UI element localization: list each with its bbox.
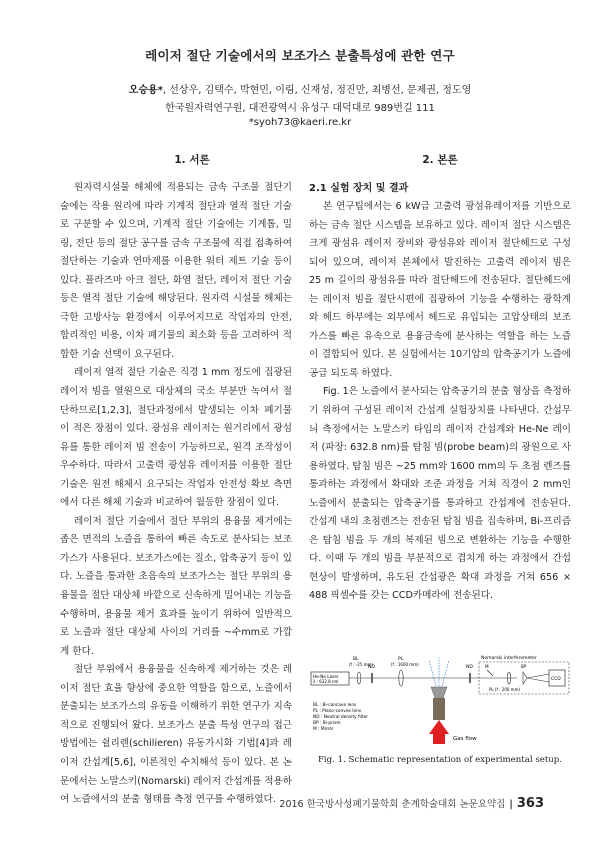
legend-item: BP : Bi-prism <box>313 721 341 726</box>
bl-focal-label: (f : -25 mm) <box>349 662 374 667</box>
nozzle-body <box>433 698 445 720</box>
co-authors: , 선상우, 김택수, 박현민, 이림, 신재성, 정진만, 최병선, 문제권, 정도영 <box>162 85 472 96</box>
gas-flow-arrow <box>429 720 449 744</box>
subsection-heading: 2.1 실험 장치 및 결과 <box>309 183 409 194</box>
body-paragraph: Fig. 1은 노즐에서 분사되는 압축공기의 분출 형상을 측정하기 위하여 구성된 레이저 간섭계 실험장치를 나타낸다. 간섭무늬 측정에서는 노말스키 타입의 레이저 간섭계와 He-Ne 레이저 (파장: 632.8 nm)를 탐침 빔(probe beam)의 광원으로 사용하였다. 탐침 빔은 ~25 mm와 1600 mm의 두 초점 렌즈를 통과하는 과정에서 확대와 조준 과정을 거쳐 직경이 2 mm인 노즐에서 분출되는 압축공기를 통과하고 간섭계에 전송된다. 간섭계 내의 초점렌즈는 전송된 탐침 빔을 집속하며, Bi-프리즘은 탐침 빔을 두 개의 복제된 빔으로 변환하는 기능을 수행한다. 이때 두 개의 빔을 부분적으로 겹치게 하는 과정에서 간섭 현상이 발생하며, 유도된 간섭광은 확대 과정을 거쳐 656 × 488 픽셀수를 갖는 CCD카메라에 전송된다. <box>309 386 571 602</box>
mirror <box>487 670 493 676</box>
intro-paragraph: 절단 부위에서 용융물을 신속하게 제거하는 것은 레이저 절단 효율 향상에 중요한 역할을 함으로, 노즐에서 분출되는 보조가스의 유동을 이해하기 위한 연구가 지속적으로 진행되어 왔다. 보조가스 분출 특성 연구의 접근 방법에는 쉴리렌(schilieren) 유동가시화 기법[4]과 레이저 간섭계[5,6], 이론적인 수치해석 등이 있다. 본 논문에서는 노말스키(Nomarski) 레이저 간섭계를 적용하여 노즐에서의 분출 형태를 측정 연구를 수행하였다. <box>60 664 292 806</box>
author-list <box>0 81 600 96</box>
split-beam-2 <box>527 678 549 682</box>
section-heading-body: 2. 본론 <box>422 154 458 166</box>
nd-filter-1 <box>371 673 373 683</box>
intro-column <box>60 179 292 810</box>
nozzle-head <box>431 687 447 698</box>
page-footer <box>279 796 544 811</box>
intro-paragraph: 레이저 절단 기술에서 절단 부위의 용융물 제거에는 좁은 면적의 노즐을 통하여 빠른 속도로 분사되는 보조가스가 사용된다. 보조가스에는 질소, 압축공기 등이 있다. 노즐을 통과한 초음속의 보조가스는 절단 부위의 용융물을 절단 대상체 바깥으로 신속하게 밀어내는 기능을 수행하며, 용융물 제거 효과를 높이기 위하여 일반적으로 노즐과 절단 대상체 사이의 거리를 ~수mm로 가깝게 한다. <box>60 515 292 657</box>
page-number: 363 <box>516 796 544 811</box>
gas-flow-label: Gas flow <box>453 736 477 742</box>
section-heading-intro: 1. 서론 <box>174 154 210 166</box>
laser-wavelength-label: λ : 632.8 nm <box>313 679 339 684</box>
pl2-focal-label: PL (f : 200 mm) <box>489 687 521 692</box>
footer-text: 2016 한국방사성폐기물학회 춘계학술대회 논문요약집 <box>279 799 506 810</box>
bi-prism <box>523 672 527 684</box>
legend-item: BL : Bi-concave lens <box>313 703 357 708</box>
interferometer-label: Nomarski interferometer <box>481 656 537 661</box>
body-column <box>309 180 571 606</box>
legend-item: PL : Plano-convex lens <box>313 709 362 714</box>
intro-paragraph: 원자력시설물 해체에 적용되는 금속 구조물 절단기술에는 작용 원리에 따라 기계적 절단과 열적 절단 기술로 구분할 수 있으며, 기계적 절단 기술에는 기계톱, 밀링, 전단 등의 절단 공구를 금속 구조물에 직접 접촉하여 절단하는 기술과 연마제를 이용한 워터 제트 기술 등이 있다. 플라즈마 아크 절단, 화염 절단, 레이저 절단 기술 등은 열적 절단 기술에 해당된다. 원자력 시설물 해체는 극한 고방사능 환경에서 이루어지므로 작업자의 안전, 합리적인 비용, 이차 폐기물의 최소화 등을 고려하여 적합한 기술 선택이 요구된다. <box>60 182 292 360</box>
nd-label-2: ND <box>466 665 473 670</box>
nd-label-1: ND <box>368 665 375 670</box>
laser-label: He-Ne Laser <box>313 674 339 679</box>
bl-label: BL <box>353 657 359 662</box>
gas-jet-right <box>442 660 449 686</box>
pl-label: PL <box>398 657 404 662</box>
body-paragraph: 본 연구팀에서는 6 kW급 고출력 광섬유레이저를 기반으로 하는 금속 절단 시스템을 보유하고 있다. 레이저 절단 시스템은 크게 광섬유 레이저 장비와 광섬유와 레이저 절단헤드로 구성되어 있으며, 레이저 본체에서 발진하는 고출력 레이저 빔은 25 m 길이의 광섬유를 따라 절단헤드에 전송된다. 절단헤드에는 레이저 빔을 절단시편에 집광하여 기능을 수행하는 광학계와 헤드 하부에는 외부에서 헤드로 유입되는 고압상태의 보조가스를 빠른 유속으로 용융금속에 분사하는 역할을 하는 노즐이 결합되어 있다. 본 실험에서는 10기압의 압축공기가 노즐에 공급 되도록 하였다. <box>309 201 571 379</box>
figure-caption: Fig. 1. Schematic representation of experimental setup. <box>317 755 563 765</box>
contact-email: *syoh73@kaeri.re.kr <box>248 117 352 128</box>
gas-jet-left <box>429 660 436 686</box>
paper-title: 레이저 절단 기술에서의 보조가스 분출특성에 관한 연구 <box>145 48 455 63</box>
lead-author: 오승용* <box>128 85 163 96</box>
footer-separator: | <box>509 799 513 810</box>
setup-diagram <box>309 654 571 750</box>
ccd-label: CCD <box>551 677 561 682</box>
experimental-setup-figure <box>309 654 571 750</box>
intro-paragraph: 레이저 열적 절단 기술은 직경 1 mm 정도에 집광된 레이저 빔을 열원으로 대상체의 국소 부분만 녹여서 절단하므로[1,2,3], 절단과정에서 발생되는 이차 폐기물이 적은 장점이 있다. 광섬유 레이저는 원거리에서 광섬유를 통한 레이저 빔 전송이 가능하므로, 원격 조작성이 우수하다. 따라서 고출력 광섬유 레이저를 이용한 절단 기술은 원전 해체시 요구되는 작업자 안전성 확보 측면에서 다른 해체 기술과 비교하여 월등한 장점이 있다. <box>60 367 292 509</box>
legend-item: ND : Neutral density filter <box>313 715 369 720</box>
mirror-label: M <box>485 664 489 669</box>
legend-item: M : Mirror <box>313 727 334 732</box>
bi-prism-label: BP <box>521 664 527 669</box>
split-beam-1 <box>527 674 549 678</box>
pl-focal-label: (f : 1600 mm) <box>391 662 419 667</box>
affiliation: 한국원자력연구원, 대전광역시 유성구 대덕대로 989번길 111 <box>165 103 435 114</box>
nd-filter-2 <box>469 673 471 683</box>
